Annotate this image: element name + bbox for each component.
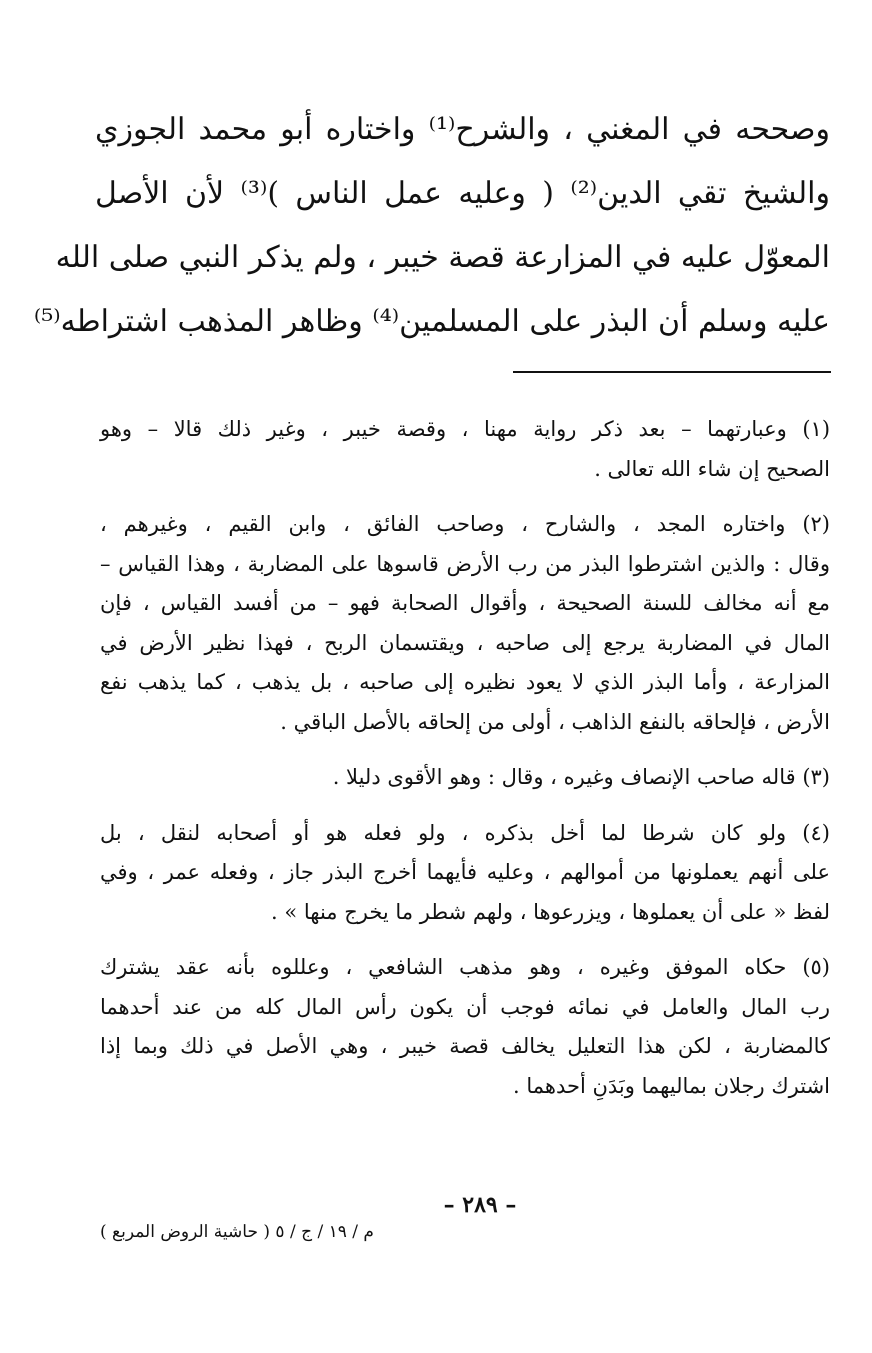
footnote-line: اشترك رجلان بماليهما وبَدَنِ أحدهما .: [512, 1073, 830, 1098]
footnote-line: المزارعة ، وأما البذر الذي لا يعود نظيره إلى صاحبه ، بل يذهب ، كما يذهب نفع: [100, 670, 830, 694]
main-text-line: المعوّل عليه في المزارعة قصة خيبر ، ولم يذكر النبي صلى الله: [55, 240, 830, 275]
volume-reference: م / ١٩ / ج / ٥ ( حاشية الروض المربع ): [100, 1222, 374, 1242]
footnote-5: [100, 948, 830, 1106]
footnote-line: المال في المضاربة يرجع إلى صاحبه ، ويقتسمان الربح ، فهذا نظير الأرض في: [100, 630, 830, 655]
page-number: – ٢٨٩ –: [443, 1192, 517, 1218]
footnote-4: [100, 814, 830, 933]
main-text-line: وصححه في المغني ، والشرح⁽¹⁾ واختاره أبو محمد الجوزي: [95, 112, 831, 147]
footnote-line: كالمضاربة ، لكن هذا التعليل يخالف قصة خيبر ، وهي الأصل في ذلك وبما إذا: [100, 1034, 830, 1058]
main-text: [33, 98, 831, 354]
main-text-line: والشيخ تقي الدين⁽²⁾ ( وعليه عمل الناس )⁽³⁾ لأن الأصل: [95, 176, 830, 211]
footnote-line: رب المال والعامل في نمائه فوجب أن يكون رأس المال كله من عند أحدهما: [100, 994, 830, 1019]
footnote-line: لفظ « على أن يعملوها ، ويزرعوها ، ولهم شطر ما يخرج منها » .: [271, 899, 830, 924]
footnote-line: الصحيح إن شاء الله تعالى .: [594, 456, 830, 481]
main-text-line: عليه وسلم أن البذر على المسلمين⁽⁴⁾ وظاهر المذهب اشتراطه⁽⁵⁾: [33, 304, 830, 339]
footnote-line: (٢) واختاره المجد ، والشارح ، وصاحب الفائق ، وابن القيم ، وغيرهم ،: [100, 512, 830, 536]
footnote-3: [100, 758, 830, 798]
footnote-line: (٥) حكاه الموفق وغيره ، وهو مذهب الشافعي ، وعللوه بأنه عقد يشترك: [100, 955, 830, 979]
footnote-line: (٤) ولو كان شرطا لما أخل بذكره ، ولو فعله هو أو أصحابه لنقل ، بل: [100, 820, 830, 845]
footnote-separator: [513, 371, 831, 373]
footnote-line: الأرض ، فإلحاقه بالنفع الذاهب ، أولى من إلحاقه بالأصل الباقي .: [280, 709, 830, 734]
footnote-line: مع أنه مخالف للسنة الصحيحة ، وأقوال الصحابة فهو – من أفسد القياس ، فإن: [100, 591, 830, 615]
footnotes: [100, 410, 830, 1122]
footnote-line: وقال : والذين اشترطوا البذر من رب الأرض قاسوها على المضاربة ، وهذا القياس –: [100, 551, 830, 576]
footnote-line: على أنهم يعملونها من أموالهم ، وعليه فأيهما أخرج البذر جاز ، وفعله عمر ، وفي: [100, 860, 830, 884]
footnote-2: [100, 505, 830, 742]
footnote-1: [100, 410, 830, 489]
footnote-line: (١) وعبارتهما – بعد ذكر رواية مهنا ، وقصة خيبر ، وغير ذلك قالا – وهو: [100, 417, 831, 441]
footnote-line: (٣) قاله صاحب الإنصاف وغيره ، وقال : وهو الأقوى دليلا .: [332, 765, 830, 789]
